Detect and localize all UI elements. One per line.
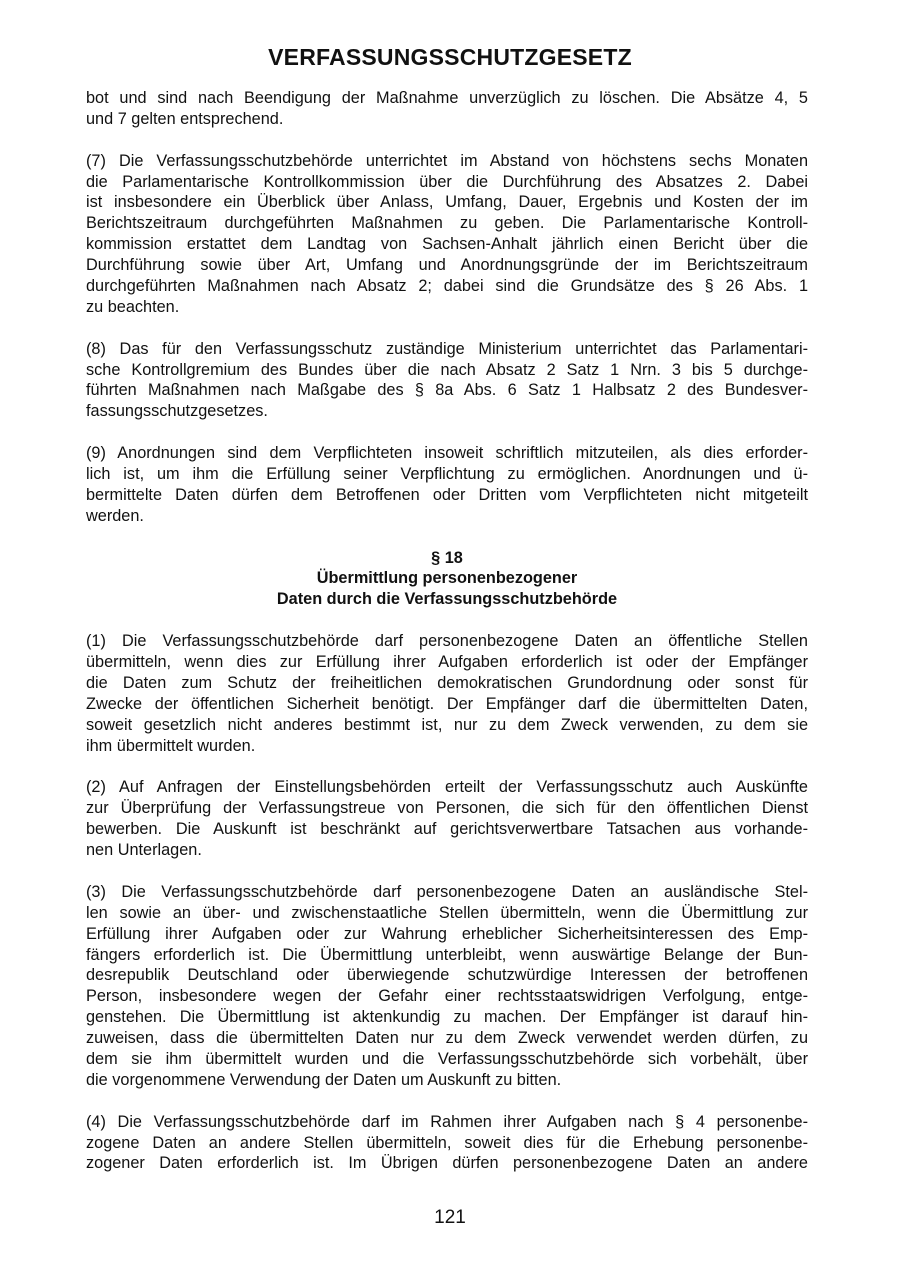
text-line: ihm übermittelt wurden. (86, 736, 256, 755)
text-line: führten Maßnahmen nach Maßgabe des § 8a Abs. 6 Satz 1 Halbsatz 2 des Bundesver- (86, 381, 808, 400)
text-line: bewerben. Die Auskunft ist beschränkt auf gerichtsverwertbare Tatsachen aus vorhande- (86, 820, 808, 839)
text-line: durchgeführten Maßnahmen nach Absatz 2; dabei sind die Grundsätze des § 26 Abs. 1 (86, 277, 808, 296)
paragraph-1 (86, 631, 808, 756)
text-line: zuweisen, dass die übermittelten Daten nur zu dem Zweck verwendet werden dürfen, zu (86, 1029, 808, 1048)
text-line: (2) Auf Anfragen der Einstellungsbehörden erteilt der Verfassungsschutz auch Auskünfte (86, 778, 808, 797)
text-line: und 7 gelten entsprechend. (86, 109, 284, 128)
text-line: bermittelte Daten dürfen dem Betroffenen oder Dritten vom Verpflichteten nicht mitgeteilt (86, 485, 808, 504)
text-line: sche Kontrollgremium des Bundes über die nach Absatz 2 Satz 1 Nrn. 3 bis 5 durchge- (86, 360, 808, 379)
text-line: genstehen. Die Übermittlung ist aktenkundig zu machen. Der Empfänger ist darauf hin- (86, 1008, 808, 1027)
text-line: fassungsschutzgesetzes. (86, 402, 268, 421)
text-line: Erfüllung ihrer Aufgaben oder zur Wahrung erheblicher Sicherheitsinteressen des Emp- (86, 924, 808, 943)
page-number: 121 (434, 1207, 466, 1228)
text-line: die Daten zum Schutz der freiheitlichen demokratischen Grundordnung oder sonst für (86, 673, 808, 692)
text-line: übermitteln, wenn dies zur Erfüllung ihrer Aufgaben erforderlich ist oder der Empfänger (86, 653, 808, 672)
paragraph-8 (86, 339, 808, 423)
section-number: § 18 (431, 548, 463, 567)
paragraph-continuation (86, 88, 808, 130)
text-line: len sowie an über- und zwischenstaatliche Stellen übermitteln, wenn die Übermittlung zur (86, 903, 808, 922)
body-text (86, 88, 808, 1195)
text-line: Durchführung sowie über Art, Umfang und Anordnungsgründe der im Berichtszeitraum (86, 256, 808, 275)
text-line: fängers erforderlich ist. Die Übermittlung unterbleibt, wenn auswärtige Belange der Bun- (86, 945, 808, 964)
paragraph-2 (86, 777, 808, 861)
paragraph-7 (86, 151, 808, 318)
section-heading (86, 548, 808, 611)
section-title-line: Daten durch die Verfassungsschutzbehörde (276, 590, 618, 609)
text-line: desrepublik Deutschland oder überwiegende schutzwürdige Interessen der betroffenen (86, 966, 808, 985)
paragraph-4 (86, 1112, 808, 1175)
text-line: (4) Die Verfassungsschutzbehörde darf im Rahmen ihrer Aufgaben nach § 4 personenbe- (86, 1112, 808, 1131)
text-line: lich ist, um ihm die Erfüllung seiner Verpflichtung zu ermöglichen. Anordnungen und ü- (86, 465, 808, 484)
text-line: (7) Die Verfassungsschutzbehörde unterrichtet im Abstand von höchstens sechs Monaten (86, 151, 808, 170)
text-line: zogene Daten an andere Stellen übermitteln, soweit dies für die Erhebung personenbe- (86, 1133, 808, 1152)
text-line: soweit gesetzlich nicht anderes bestimmt ist, nur zu dem Zweck verwenden, zu dem sie (86, 715, 808, 734)
text-line: werden. (86, 506, 144, 525)
text-line: die Parlamentarische Kontrollkommission über die Durchführung des Absatzes 2. Dabei (86, 172, 808, 191)
text-line: dem sie ihm übermittelt wurden und die Verfassungsschutzbehörde sich vorbehält, über (86, 1049, 808, 1068)
text-line: nen Unterlagen. (86, 841, 202, 860)
text-line: Zwecke der öffentlichen Sicherheit benötigt. Der Empfänger darf die übermittelten Daten, (86, 694, 808, 713)
text-line: Berichtszeitraum durchgeführten Maßnahmen zu geben. Die Parlamentarische Kontroll- (86, 214, 808, 233)
paragraph-3 (86, 882, 808, 1091)
text-line: bot und sind nach Beendigung der Maßnahme unverzüglich zu löschen. Die Absätze 4, 5 (86, 89, 808, 107)
text-line: (9) Anordnungen sind dem Verpflichteten insoweit schriftlich mitzuteilen, als dies erforder- (86, 444, 808, 463)
text-line: zu beachten. (86, 297, 180, 316)
text-line: (3) Die Verfassungsschutzbehörde darf personenbezogene Daten an ausländische Stel- (86, 882, 808, 901)
text-line: (8) Das für den Verfassungsschutz zuständige Ministerium unterrichtet das Parlamentari- (86, 339, 808, 358)
section-title-line: Übermittlung personenbezogener (316, 569, 578, 588)
text-line: zogener Daten erforderlich ist. Im Übrigen dürfen personenbezogene Daten an andere (86, 1154, 808, 1173)
text-line: kommission erstattet dem Landtag von Sachsen-Anhalt jährlich einen Bericht über die (86, 235, 808, 254)
running-title: VERFASSUNGSSCHUTZGESETZ (268, 44, 632, 70)
paragraph-9 (86, 443, 808, 527)
text-line: ist insbesondere ein Überblick über Anlass, Umfang, Dauer, Ergebnis und Kosten der im (86, 193, 808, 212)
text-line: zur Überprüfung der Verfassungstreue von Personen, die sich für den öffentlichen Dienst (86, 799, 808, 818)
text-line: (1) Die Verfassungsschutzbehörde darf personenbezogene Daten an öffentliche Stellen (86, 632, 808, 651)
text-line: die vorgenommene Verwendung der Daten um Auskunft zu bitten. (86, 1070, 562, 1089)
text-line: Person, insbesondere wegen der Gefahr einer rechtsstaatswidrigen Verfolgung, entge- (86, 987, 808, 1006)
